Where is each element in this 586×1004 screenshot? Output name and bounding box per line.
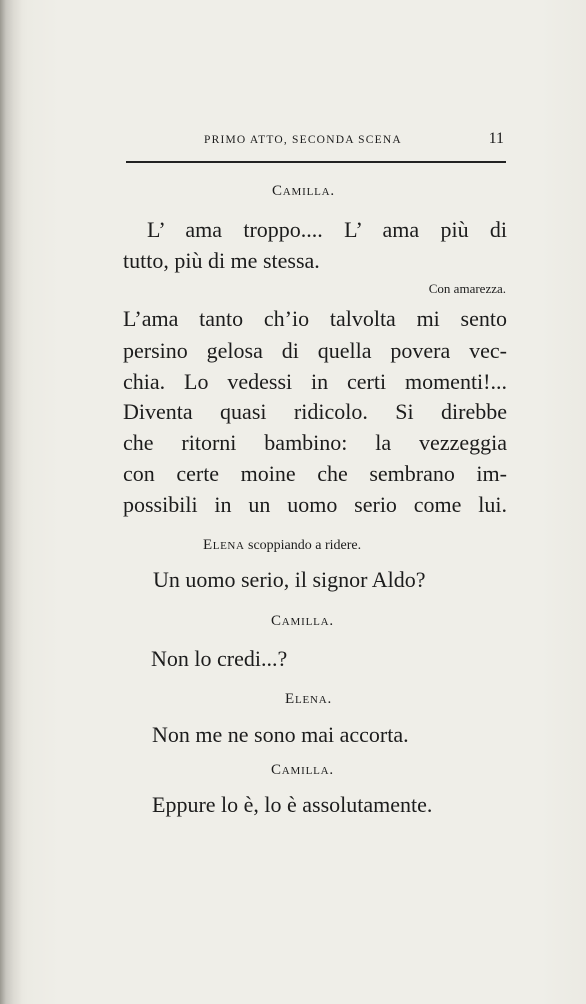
speaker-camilla-1: Camilla.: [272, 183, 335, 199]
speech-line: con certe moine che sembrano im-: [123, 461, 507, 486]
speech-line: Eppure lo è, lo è assolutamente.: [152, 792, 433, 817]
speech-line: chia. Lo vedessi in certi momenti!...: [123, 369, 507, 394]
header-rule: [126, 161, 506, 163]
speaker-elena-2: Elena.: [285, 691, 333, 707]
speech-line: Un uomo serio, il signor Aldo?: [153, 567, 426, 592]
page-header: [126, 128, 506, 154]
speech-line: possibili in un uomo serio come lui.: [123, 492, 507, 517]
speech-line: persino gelosa di quella povera vec-: [123, 338, 507, 363]
speaker-name: Elena: [203, 537, 245, 553]
speech-line: Diventa quasi ridicolo. Si direbbe: [123, 399, 507, 424]
stage-direction: Con amarezza.: [428, 281, 506, 296]
speech-line: che ritorni bambino: la vezzeggia: [123, 430, 507, 455]
speaker-camilla-3: Camilla.: [271, 762, 334, 778]
speaker-direction: scoppiando a ridere.: [248, 538, 362, 553]
speech-line: L’ama tanto ch’io talvolta mi sento: [123, 306, 507, 331]
speaker-camilla-2: Camilla.: [271, 613, 334, 629]
speech-line: Non lo credi...?: [151, 646, 288, 671]
running-head: PRIMO ATTO, SECONDA SCENA: [204, 134, 402, 146]
speech-line: Non me ne sono mai accorta.: [152, 722, 409, 747]
speech-line: tutto, più di me stessa.: [123, 248, 320, 273]
page-number: 11: [488, 130, 504, 147]
speech-line: L’ ama troppo.... L’ ama più di: [147, 217, 507, 242]
page-gutter-shadow: [0, 0, 22, 1004]
speaker-elena-1: [203, 537, 361, 554]
